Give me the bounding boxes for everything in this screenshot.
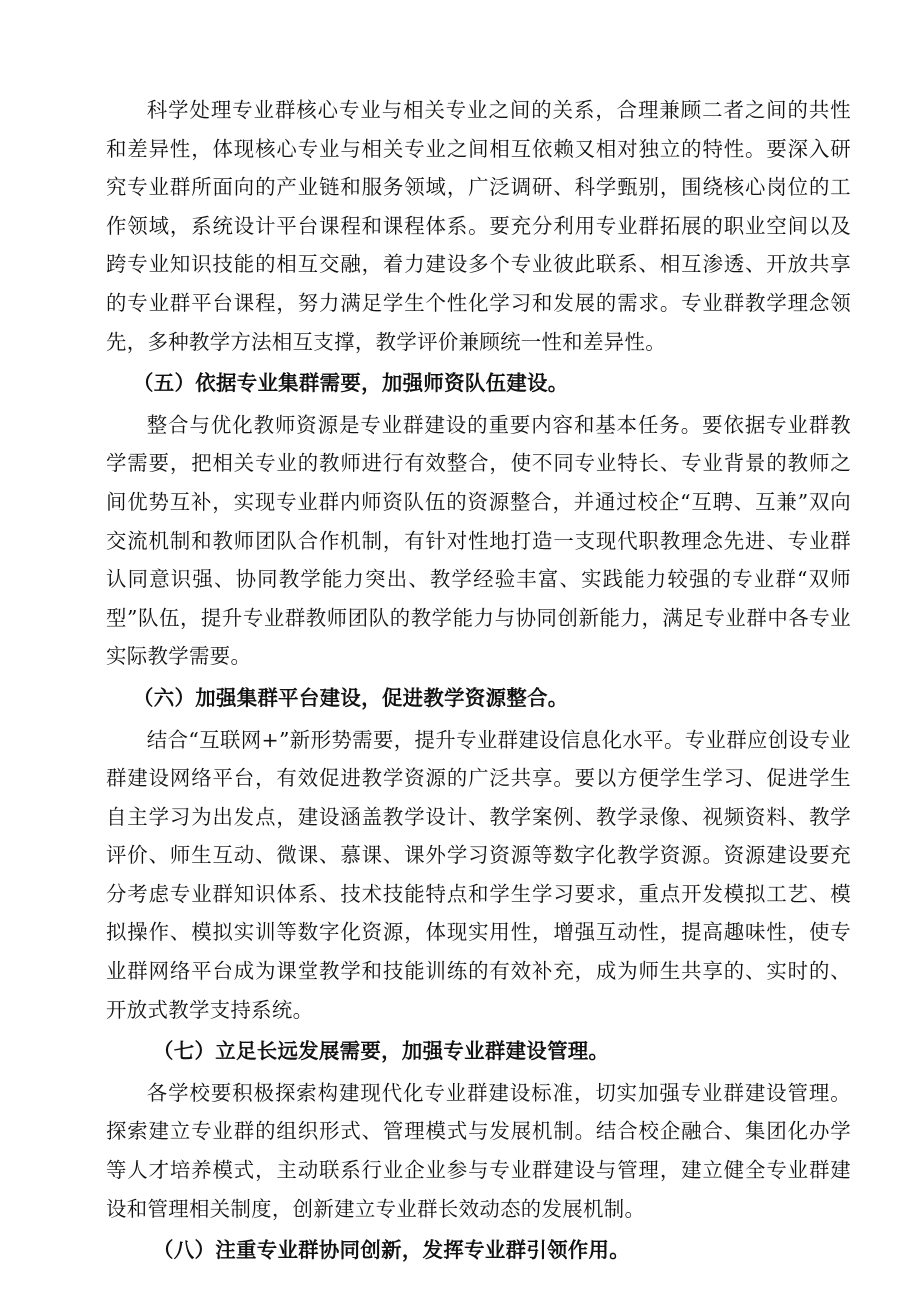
paragraph-teacher-team: 整合与优化教师资源是专业群建设的重要内容和基本任务。要依据专业群教学需要，把相关专业的教师进行有效整合，使不同专业特长、专业背景的教师之间优势互补，实现专业群内师资队伍的资源整合，并通过校企“互聘、互兼”双向交流机制和教师团队合作机制，有针对性地打造一支现代职教理念先进、专业群认同意识强、协同教学能力突出、教学经验丰富、实践能力较强的专业群“双师型”队伍，提升专业群教师团队的教学能力与协同创新能力，满足专业群中各专业实际教学需要。 [106,412,851,669]
section-heading-seven: （七）立足长远发展需要，加强专业群建设管理。 [153,1039,610,1064]
paragraph-curriculum-system: 科学处理专业群核心专业与相关专业之间的关系，合理兼顾二者之间的共性和差异性，体现核心专业与相关专业之间相互依赖又相对独立的特性。要深入研究专业群所面向的产业链和服务领域，广泛调研、科学甄别，围绕核心岗位的工作领域，系统设计平台课程和课程体系。要充分利用专业群拓展的职业空间以及跨专业知识技能的相互交融，着力建设多个专业彼此联系、相互渗透、开放共享的专业群平台课程，努力满足学生个性化学习和发展的需求。专业群教学理念领先，多种教学方法相互支撑，教学评价兼顾统一性和差异性。 [106,98,851,354]
section-heading-six: （六）加强集群平台建设，促进教学资源整合。 [133,685,569,710]
paragraph-management: 各学校要积极探索构建现代化专业群建设标准，切实加强专业群建设管理。探索建立专业群的组织形式、管理模式与发展机制。结合校企融合、集团化办学等人才培养模式，主动联系行业企业参与专业群建设与管理，建立健全专业群建设和管理相关制度，创新建立专业群长效动态的发展机制。 [106,1080,851,1221]
document-body [106,91,851,1273]
section-heading-five: （五）依据专业集群需要，加强师资队伍建设。 [133,371,569,396]
paragraph-platform-resources: 结合“互联网+”新形势需要，提升专业群建设信息化水平。专业群应创设专业群建设网络平台，有效促进教学资源的广泛共享。要以方便学生学习、促进学生自主学习为出发点，建设涵盖教学设计、教学案例、教学录像、视频资料、教学评价、师生互动、微课、慕课、课外学习资源等数字化教学资源。资源建设要充分考虑专业群知识体系、技术技能特点和学生学习要求，重点开发模拟工艺、模拟操作、模拟实训等数字化资源，体现实用性，增强互动性，提高趣味性，使专业群网络平台成为课堂教学和技能训练的有效补充，成为师生共享的、实时的、开放式教学支持系统。 [106,727,851,1022]
section-heading-eight: （八）注重专业群协同创新，发挥专业群引领作用。 [153,1238,631,1263]
